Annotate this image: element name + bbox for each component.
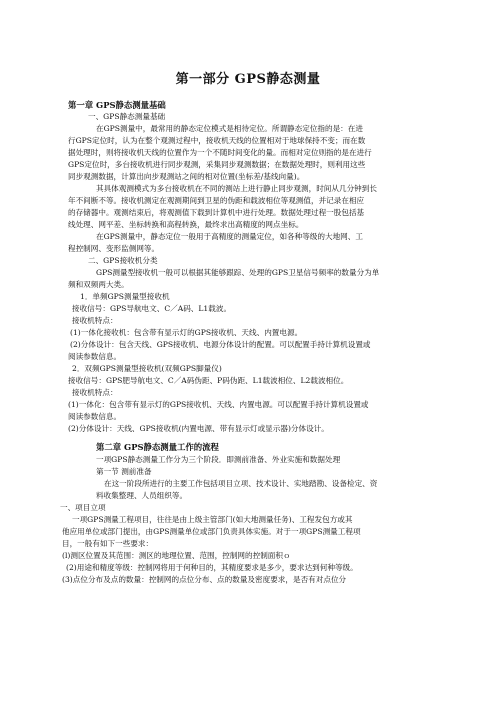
text-line: 料收集整理、人员组织等。 (96, 491, 188, 500)
text-line: 频和双频两大类。 (68, 280, 129, 289)
text-line: 其具体观测模式为多台接收机在不同的测站上进行静止同步观测，时间从几分钟到长 (96, 184, 377, 193)
text-line: 同步观测数据，计算出向步观测站之间的相对位置(坐标差/基线向量)。 (68, 172, 305, 181)
text-line: (2)分体设计：天线、GPS接收机(内置电源、带有显示灯或显示器)分体设计。 (68, 424, 329, 433)
text-line: 一、GPS静态测量基础 (88, 112, 166, 121)
section-heading: 第二章 GPS静态测量工作的流程 (96, 442, 219, 452)
text-line: 他应用单位或部门提出，由GPS测量单位或部门负责具体实施。对于一项GPS测量工程项 (62, 527, 361, 536)
text-line: 阅读参数信息。 (68, 412, 122, 421)
text-line: 程控制网、变形监侧网等。 (68, 244, 160, 253)
text-line: 年不间断不等。接收机测定在观测期间到卫星的伪距和载波相位等观测值，并记录在相应 (68, 196, 365, 205)
text-line: 目，一般有如下一些要求： (62, 539, 154, 548)
text-line: 1．单频GPS测量型接收机 (80, 292, 170, 301)
text-line: 阅读参数信息。 (68, 352, 122, 361)
text-line: 第一节 测前准备 (96, 467, 152, 476)
text-line: 接收信号：GPS导航电文、C／A码、L1载波。 (72, 304, 232, 313)
text-line: 在GPS测量中，静态定位一般用于高精度的测量定位，如各种等级的大地网、工 (96, 232, 363, 241)
text-line: 线处理、网平差、坐标转换和高程转换，最终求出高精度的网点坐标。 (68, 220, 304, 229)
text-line: (3)点位分布及点的数量：控制网的点位分布、点的数量及密度要求，是否有对点位分 (62, 575, 347, 584)
text-line: (1)一体化：包含带有显示灯的GPS接收机、天线、内置电源。可以配置手持计算机设置或 (68, 400, 369, 409)
text-line: (2)用途和精度等级：控制网将用于何种目的，其精度要求是多少，要求达到何种等级。 (66, 563, 358, 572)
text-line: 接收机特点： (72, 388, 118, 397)
text-line: 2．双频GPS测量型接收机(双频GPS脚量仪) (72, 364, 222, 373)
text-line: 一、项目立项 (60, 503, 106, 512)
text-line: 在GPS测量中，最常用的静态定位模式是相待定位。所谓静态定位指的是：在进 (96, 124, 363, 133)
text-line: (2)分体设计：包含天线、GPS接收机、电源分体设计的配置。可以配置手持计算机设置或 (70, 340, 371, 349)
text-line: (1)一体化接收机：包含带有显示灯的GPS接收机、天线、内置电源。 (70, 328, 303, 337)
text-line: 的存储器中。观测结束后，将观测值下载到计算机中进行处理。数据处理过程一股包括基 (68, 208, 365, 217)
text-line: 一项GPS静态测量工作分为三个阶段．即测前准备、外业实施和数据处理 (96, 455, 341, 464)
text-line: 在这一阶段所进行的主要工作包括项目立项、技术设计、实地踏勘、设备检定、资 (104, 479, 378, 488)
text-line: 二、GPS接收机分类 (88, 256, 158, 265)
text-line: (l)测区位置及其范围：测区的地理位置、范围，控制网的控制面积ｏ (62, 551, 291, 560)
text-line: 接收信号：GPS肥导航电文、C／A码伪距、P码伪距、L1载波相位、L2载波相位。 (68, 376, 349, 385)
text-line: 接收机特点： (72, 316, 118, 325)
section-heading: 第一章 GPS静态测量基础 (68, 100, 166, 110)
text-line: GPS定位时，多台接收机进行同步观测，采集同步观测数据；在数据处理时，则利用这些 (68, 160, 366, 169)
text-line: GPS测量型接收机一般可以根据其能够跟踪、处理的GPS卫星信号频率的数量分为单 (96, 268, 380, 277)
text-line: 行GPS定位时，认为在整个观测过程中，接收机天线的位置相对于地球保持不变；而在数 (68, 136, 366, 145)
page-title: 第一部分 GPS静态测量 (175, 72, 321, 87)
text-line: 据处理时，则将接收机天线的位置作为一个不随时间变化的量。而相对定位则指的是在进行 (68, 148, 372, 157)
text-line: 一项GPS测量工程项目，往往是由上级主管部门(如大地测量任务)、工程发包方或其 (72, 515, 353, 524)
